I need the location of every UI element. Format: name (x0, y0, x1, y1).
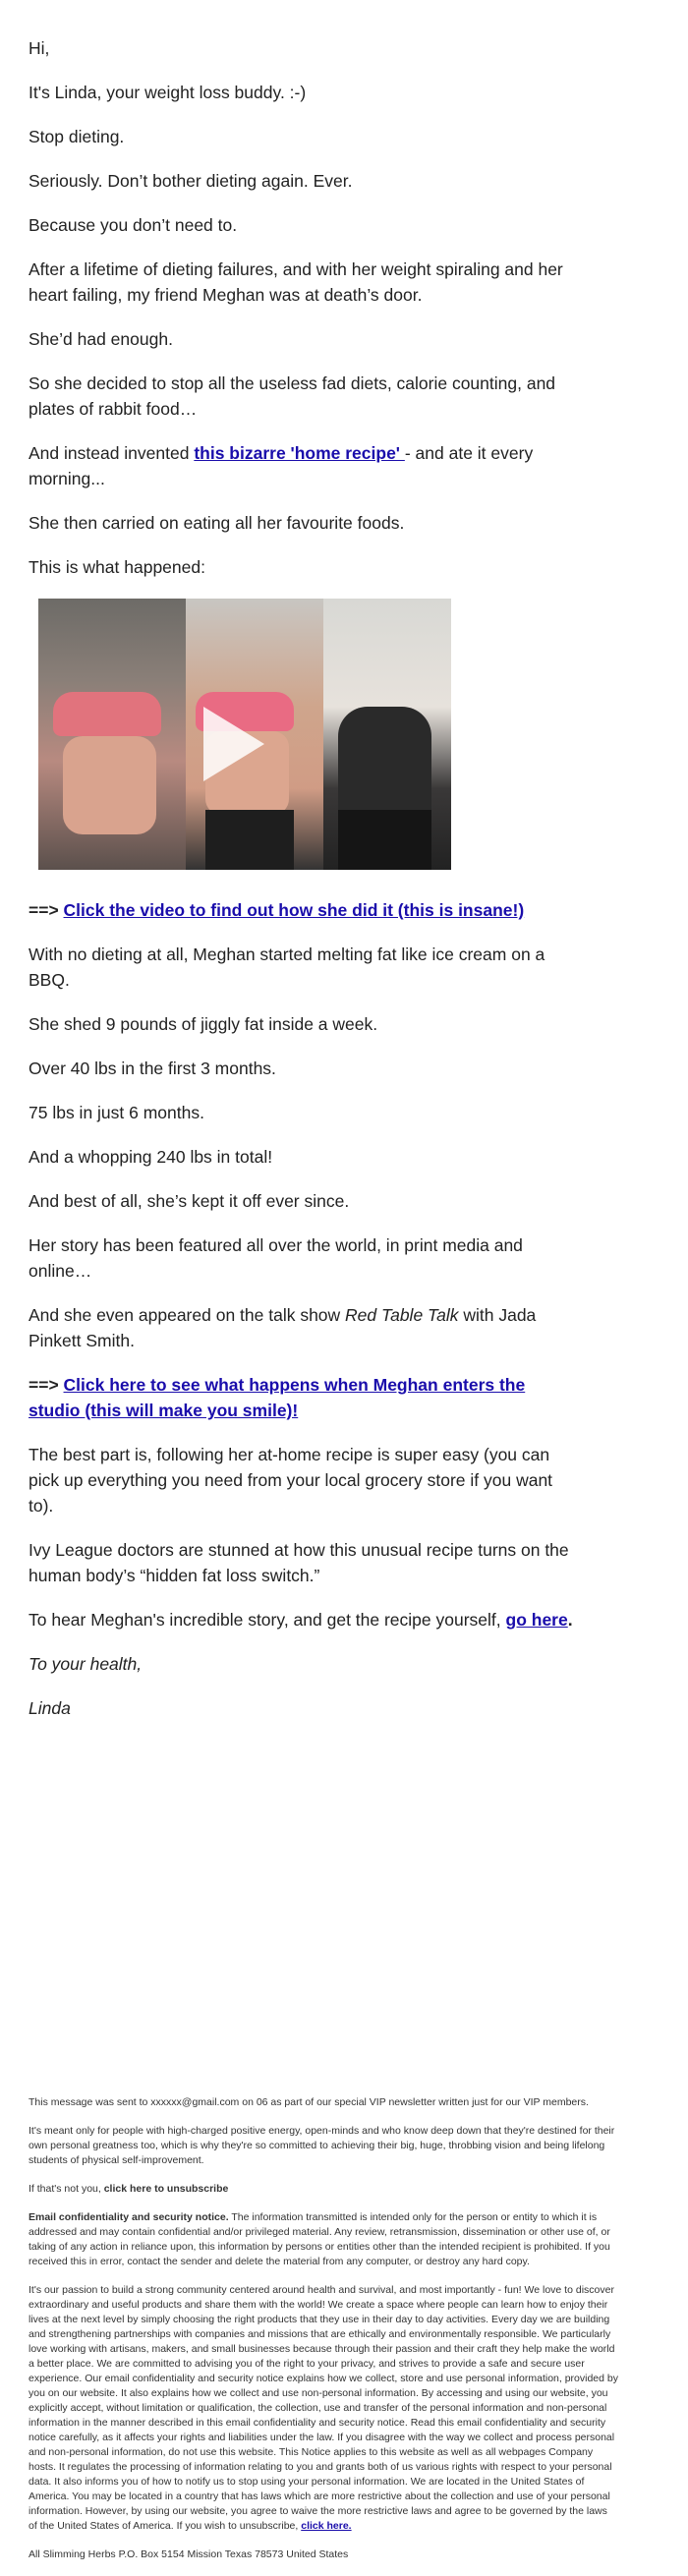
paragraph: Seriously. Don’t bother dieting again. Ever. (29, 171, 353, 191)
unsubscribe-line: If that's not you, click here to unsubscribe (29, 2183, 229, 2195)
paragraph: And a whopping 240 lbs in total! (29, 1147, 273, 1167)
sent-notice: This message was sent to xxxxxx@gmail.com on 06 as part of our special VIP newsletter written just for our VIP members. (29, 2096, 589, 2108)
video-cta-link[interactable]: Click the video to find out how she did it (this is insane!) (63, 900, 525, 920)
signature: Linda (29, 1698, 71, 1718)
cta-video: ==> Click the video to find out how she did it (this is insane!) (29, 900, 525, 920)
greeting: Hi, (29, 38, 50, 58)
studio-cta-link[interactable]: Click here to see what happens when Meghan enters the studio (this will make you smile)! (29, 1375, 526, 1420)
email-footer (29, 2095, 618, 2576)
paragraph: Stop dieting. (29, 127, 125, 146)
unsubscribe-click-here-link[interactable]: click here. (301, 2520, 352, 2532)
video-thumbnail[interactable] (38, 599, 451, 870)
show-title: Red Table Talk (345, 1305, 459, 1325)
paragraph-with-link: To hear Meghan's incredible story, and get the recipe yourself, go here. (29, 1610, 573, 1630)
paragraph-talk-show: And she even appeared on the talk show Red Table Talk with Jada Pinkett Smith. (29, 1305, 537, 1350)
letter-body (29, 35, 579, 1740)
paragraph: She’d had enough. (29, 329, 173, 349)
privacy-notice: It's our passion to build a strong community centered around health and survival, and most importantly - fun! We love to discover extraordinary and useful products and share them with the world! We create a space where people can learn how to enjoy their lives at the next level by simply choosing the right products that they use in their day to day activities. Every day we are building and strengthening partnerships with companies and missions that are ethically and environmentally responsible. We particularly love working with artisans, makers, and small businesses because through their passion and their craft they help make the world a better place. We are committed to advising you of the right to your privacy, and strives to provide a safe and secure user experience. Our email confidentiality and security notice explains how we collect, store and use personal information, provided by you on our website. It also explains how we collect and use non-personal information. By accessing and using our website, you explicitly accept, without limitation or qualification, the collection, use and transfer of the personal information and non-personal information in the manner described in this email confidentiality and security notice. Read this email confidentiality and security notice carefully, as it affects your rights and liabilities under the law. If you disagree with the way we collect and process personal and non-personal information, do not use this website. This Notice applies to this website as well as all webpages Company hosts. It regulates the processing of information relating to you and grants both of us various rights with respect to your personal data. It also informs you of how to notify us to stop using your personal information. We are located in the United States of America. You may be located in a country that has laws which are more restrictive about the collection and use of your personal information. However, by using our website, you agree to waive the more restrictive laws and agree to be governed by the laws of the United States of America. If you wish to unsubscribe, click here. (29, 2284, 618, 2532)
mailing-address: All Slimming Herbs P.O. Box 5154 Mission Texas 78573 United States (29, 2548, 349, 2560)
confidentiality-notice: Email confidentiality and security notice. The information transmitted is intended only for the person or entity to which it is addressed and may contain confidential and/or privileged material. Any review, retransmission, dissemination or other use of, or taking of any action in reliance upon, this information by persons or entities other than the intended recipient is prohibited. If you received this in error, contact the sender and delete the material from any computer, or destroy any hard copy. (29, 2211, 610, 2267)
go-here-link[interactable]: go here (505, 1610, 568, 1630)
paragraph-with-link: And instead invented this bizarre 'home recipe' - and ate it every morning... (29, 443, 534, 488)
paragraph: With no dieting at all, Meghan started melting fat like ice cream on a BBQ. (29, 945, 545, 990)
paragraph: She then carried on eating all her favourite foods. (29, 513, 405, 533)
paragraph: So she decided to stop all the useless fad diets, calorie counting, and plates of rabbit food… (29, 373, 556, 419)
paragraph: She shed 9 pounds of jiggly fat inside a week. (29, 1014, 378, 1034)
paragraph: And best of all, she’s kept it off ever since. (29, 1191, 350, 1211)
intro-line: It's Linda, your weight loss buddy. :-) (29, 83, 307, 102)
paragraph: Because you don’t need to. (29, 215, 238, 235)
paragraph: Over 40 lbs in the first 3 months. (29, 1059, 276, 1078)
signoff: To your health, (29, 1654, 143, 1674)
paragraph: Her story has been featured all over the world, in print media and online… (29, 1235, 523, 1281)
play-icon[interactable] (203, 707, 264, 781)
paragraph: 75 lbs in just 6 months. (29, 1103, 204, 1122)
recipe-link[interactable]: this bizarre 'home recipe' (194, 443, 405, 463)
paragraph: This is what happened: (29, 557, 205, 577)
paragraph: Ivy League doctors are stunned at how this unusual recipe turns on the human body’s “hidden fat loss switch.” (29, 1540, 569, 1585)
unsubscribe-link[interactable]: click here to unsubscribe (103, 2183, 229, 2195)
paragraph: The best part is, following her at-home recipe is super easy (you can pick up everything you need from your local grocery store if you want to). (29, 1445, 553, 1516)
cta-studio: ==> Click here to see what happens when Meghan enters the studio (this will make you smile)! (29, 1375, 526, 1420)
audience-notice: It's meant only for people with high-charged positive energy, open-minds and who know deep down that they're destined for their own personal greatness too, which is why they're so committed to achieving their big, huge, throbbing vision and being lifelong students of physical self-improvement. (29, 2125, 615, 2166)
paragraph: After a lifetime of dieting failures, and with her weight spiraling and her heart failing, my friend Meghan was at death’s door. (29, 259, 563, 305)
